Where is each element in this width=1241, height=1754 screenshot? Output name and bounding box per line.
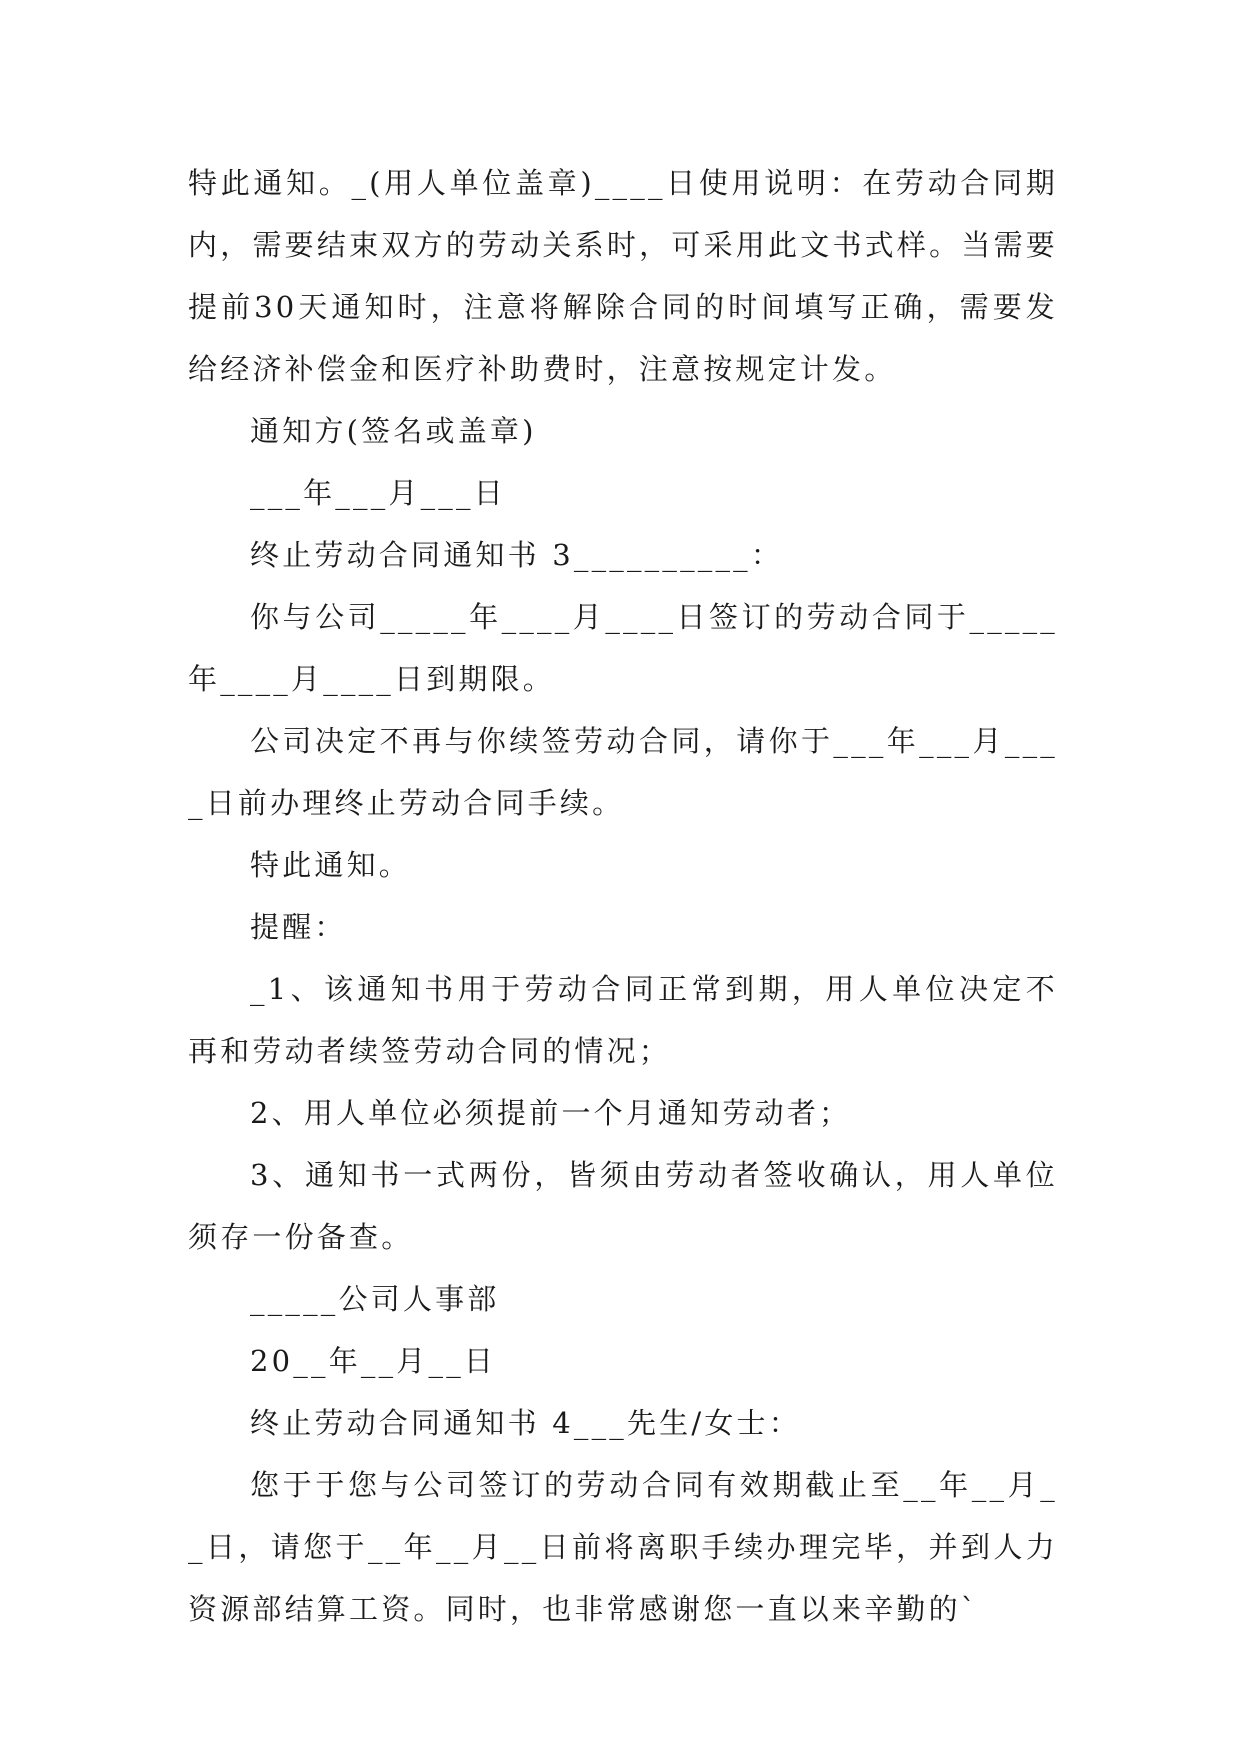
paragraph-reminder-1: _1、该通知书用于劳动合同正常到期，用人单位决定不再和劳动者续签劳动合同的情况； bbox=[188, 972, 1058, 1068]
paragraph-reminder-3: 3、通知书一式两份，皆须由劳动者签收确认，用人单位须存一份备查。 bbox=[188, 1158, 1058, 1254]
paragraph-notice-4-title: 终止劳动合同通知书 4___先生/女士： bbox=[250, 1406, 801, 1440]
paragraph-no-renewal: 公司决定不再与你续签劳动合同，请你于___年___月____日前办理终止劳动合同手续。 bbox=[188, 724, 1058, 820]
paragraph-contract-expiry: 你与公司_____年____月____日签订的劳动合同于_____年____月____日到期限。 bbox=[188, 600, 1058, 696]
paragraph-notice-4-body: 您于于您与公司签订的劳动合同有效期截止至__年__月__日，请您于__年__月__日前将离职手续办理完毕，并到人力资源部结算工资。同时，也非常感谢您一直以来辛勤的` bbox=[188, 1468, 1058, 1626]
paragraph-date-20: 20__年__月__日 bbox=[250, 1344, 497, 1378]
document-body bbox=[188, 152, 1058, 1640]
paragraph-notifier-signature: 通知方(签名或盖章) bbox=[250, 414, 537, 448]
paragraph-reminder-2: 2、用人单位必须提前一个月通知劳动者； bbox=[250, 1096, 852, 1130]
paragraph-date-blank: ___年___月___日 bbox=[250, 476, 506, 510]
paragraph-hereby-notice: 特此通知。 bbox=[250, 848, 412, 882]
paragraph-reminder-heading: 提醒： bbox=[250, 910, 347, 944]
paragraph-usage-note: 特此通知。_(用人单位盖章)____日使用说明：在劳动合同期内，需要结束双方的劳动关系时，可采用此文书式样。当需要提前30天通知时，注意将解除合同的时间填写正确，需要发给经济补偿金和医疗补助费时，注意按规定计发。 bbox=[188, 166, 1058, 386]
paragraph-notice-3-title: 终止劳动合同通知书 3__________： bbox=[250, 538, 784, 572]
paragraph-hr-department: _____公司人事部 bbox=[250, 1282, 500, 1316]
